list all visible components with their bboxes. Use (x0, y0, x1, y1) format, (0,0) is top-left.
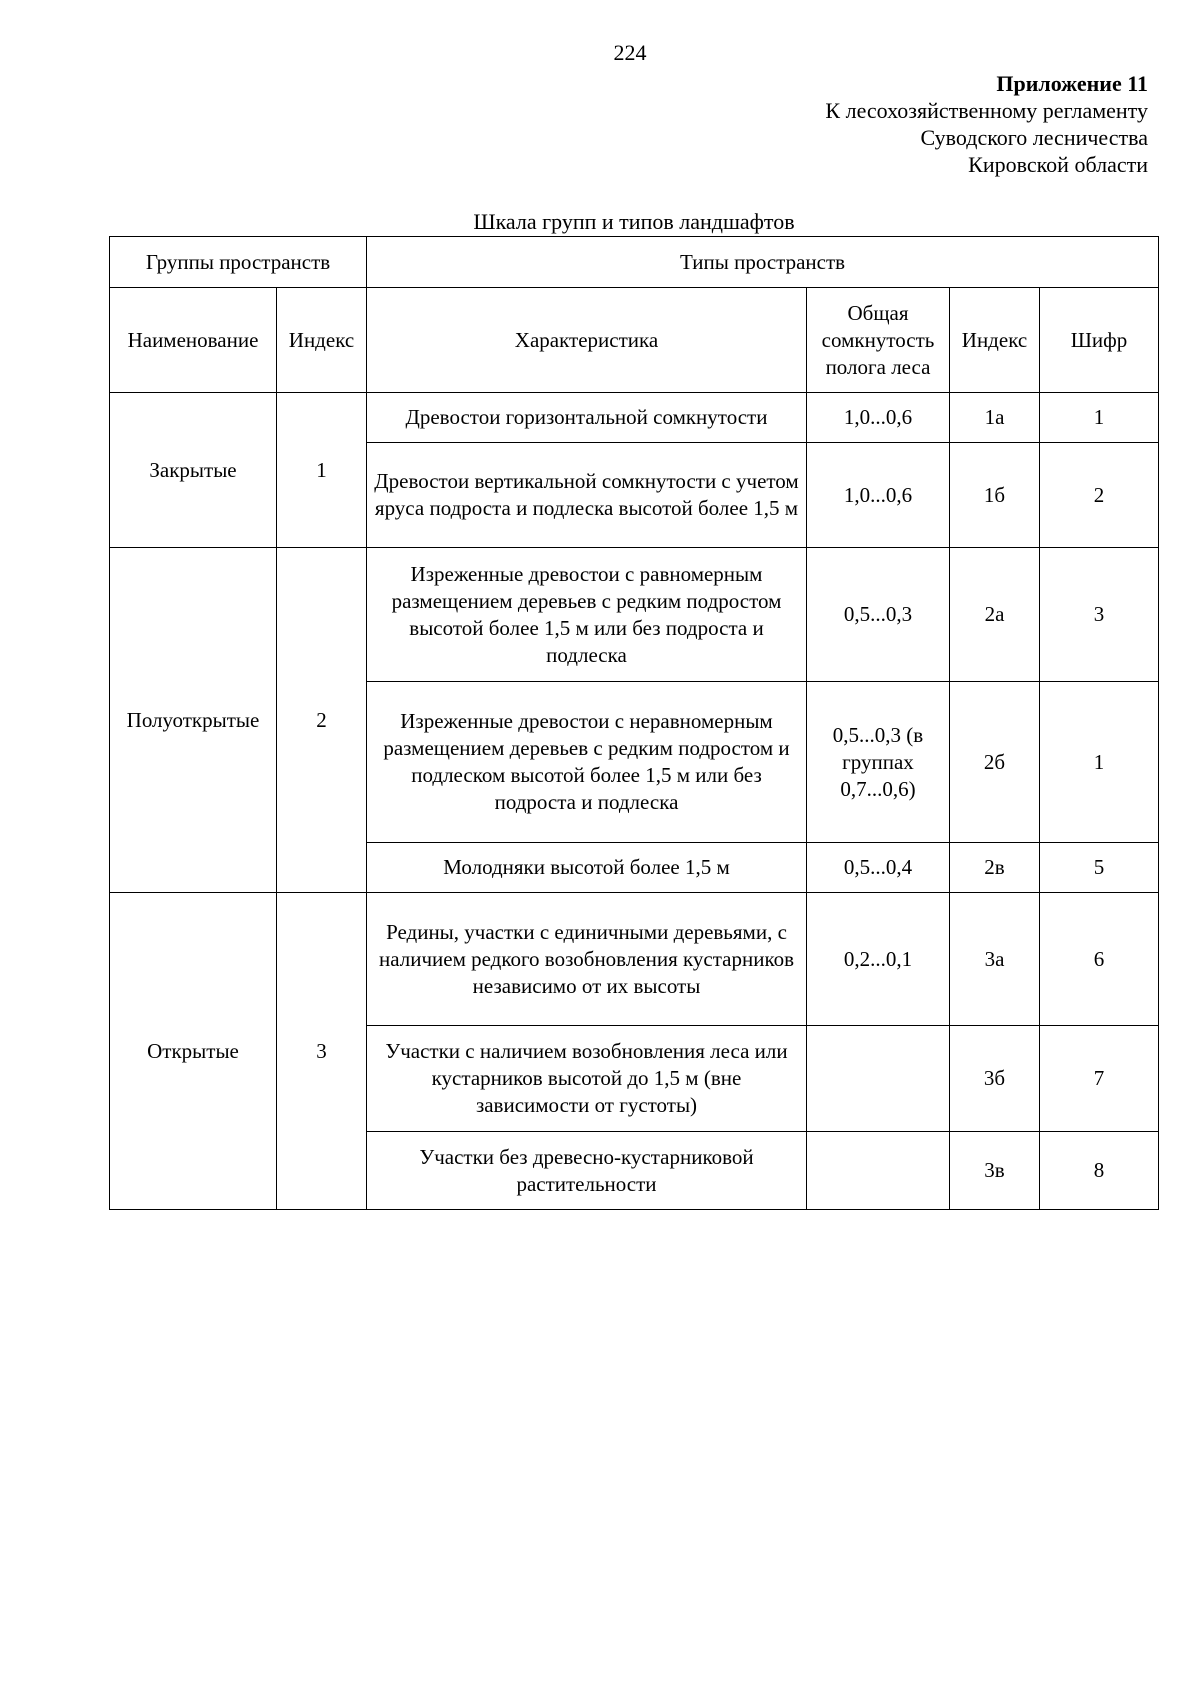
code-cell: 6 (1040, 893, 1159, 1026)
header-groups: Группы пространств (110, 237, 367, 288)
code-cell: 2 (1040, 443, 1159, 548)
characteristic-cell: Древостои горизонтальной сомкнутости (367, 393, 807, 443)
group-index: 2 (277, 548, 367, 893)
code-cell: 8 (1040, 1132, 1159, 1210)
type-index-cell: 2б (950, 682, 1040, 843)
code-cell: 5 (1040, 843, 1159, 893)
canopy-cell: 0,2...0,1 (807, 893, 950, 1026)
characteristic-cell: Редины, участки с единичными деревьями, с наличием редкого возобновления кустарников независимо от их высоты (367, 893, 807, 1026)
header-canopy: Общая сомкнутость полога леса (807, 288, 950, 393)
type-index-cell: 2в (950, 843, 1040, 893)
code-cell: 3 (1040, 548, 1159, 682)
group-index: 3 (277, 893, 367, 1210)
appendix-header (825, 70, 1148, 178)
canopy-cell: 0,5...0,3 (807, 548, 950, 682)
characteristic-cell: Древостои вертикальной сомкнутости с учетом яруса подроста и подлеска высотой более 1,5 м (367, 443, 807, 548)
canopy-cell: 1,0...0,6 (807, 393, 950, 443)
canopy-cell: 1,0...0,6 (807, 443, 950, 548)
table-subheader-row (110, 288, 1159, 393)
table-header-row (110, 237, 1159, 288)
appendix-line: Кировской области (968, 152, 1148, 177)
canopy-cell: 0,5...0,4 (807, 843, 950, 893)
type-index-cell: 1б (950, 443, 1040, 548)
code-cell: 1 (1040, 393, 1159, 443)
group-name: Открытые (110, 893, 277, 1210)
type-index-cell: 1а (950, 393, 1040, 443)
characteristic-cell: Участки с наличием возобновления леса или кустарников высотой до 1,5 м (вне зависимости от густоты) (367, 1026, 807, 1132)
type-index-cell: 2а (950, 548, 1040, 682)
appendix-title: Приложение 11 (996, 71, 1148, 96)
landscape-scale-table (109, 236, 1159, 1210)
group-name: Полуоткрытые (110, 548, 277, 893)
group-name: Закрытые (110, 393, 277, 548)
characteristic-cell: Молодняки высотой более 1,5 м (367, 843, 807, 893)
appendix-line: Суводского лесничества (920, 125, 1148, 150)
canopy-cell (807, 1026, 950, 1132)
type-index-cell: 3б (950, 1026, 1040, 1132)
table-row (110, 393, 1159, 443)
header-name: Наименование (110, 288, 277, 393)
header-types: Типы пространств (367, 237, 1159, 288)
header-group-index: Индекс (277, 288, 367, 393)
header-characteristic: Характеристика (367, 288, 807, 393)
table-row (110, 548, 1159, 682)
code-cell: 7 (1040, 1026, 1159, 1132)
characteristic-cell: Участки без древесно-кустарниковой растительности (367, 1132, 807, 1210)
type-index-cell: 3а (950, 893, 1040, 1026)
appendix-line: К лесохозяйственному регламенту (825, 98, 1148, 123)
code-cell: 1 (1040, 682, 1159, 843)
page-number: 224 (613, 40, 647, 65)
group-index: 1 (277, 393, 367, 548)
characteristic-cell: Изреженные древостои с неравномерным размещением деревьев с редким подростом и подлеском высотой более 1,5 м или без подроста и подлеска (367, 682, 807, 843)
type-index-cell: 3в (950, 1132, 1040, 1210)
header-type-index: Индекс (950, 288, 1040, 393)
characteristic-cell: Изреженные древостои с равномерным размещением деревьев с редким подростом высотой более 1,5 м или без подроста и подлеска (367, 548, 807, 682)
canopy-cell (807, 1132, 950, 1210)
canopy-cell: 0,5...0,3 (в группах 0,7...0,6) (807, 682, 950, 843)
header-code: Шифр (1040, 288, 1159, 393)
table-title: Шкала групп и типов ландшафтов (473, 209, 795, 234)
table-row (110, 893, 1159, 1026)
